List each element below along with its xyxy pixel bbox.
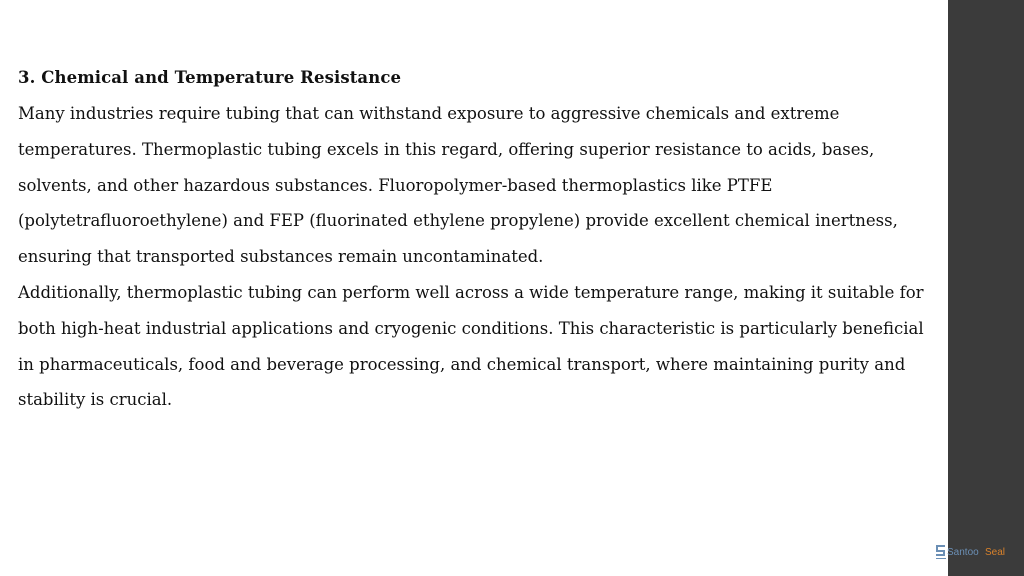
- logo-text-primary: Santoo: [947, 547, 979, 558]
- right-sidebar-bar: [948, 0, 1024, 576]
- santooseal-logo: [935, 542, 1017, 562]
- paragraph-temperature-range: Additionally, thermoplastic tubing can perform well across a wide temperature range, making it suitable for both high-heat industrial applications and cryogenic conditions. This characteristic is particularly beneficial in pharmaceuticals, food and beverage processing, and chemical transport, where maintaining purity and stability is crucial.: [18, 282, 924, 410]
- logo-text-accent: Seal: [985, 547, 1006, 558]
- document-body: [18, 64, 938, 418]
- paragraph-chemical-resistance: Many industries require tubing that can withstand exposure to aggressive chemicals and extreme temperatures. Thermoplastic tubing excels in this regard, offering superior resistance to acids, bases, solvents, and other hazardous substances. Fluoropolymer-based thermoplastics like PTFE (polytetrafluoroethylene) and FEP (fluorinated ethylene propylene) provide excellent chemical inertness, ensuring that transported substances remain uncontaminated.: [18, 104, 898, 267]
- section-heading: 3. Chemical and Temperature Resistance: [18, 68, 402, 87]
- logo-mark: [935, 542, 1017, 562]
